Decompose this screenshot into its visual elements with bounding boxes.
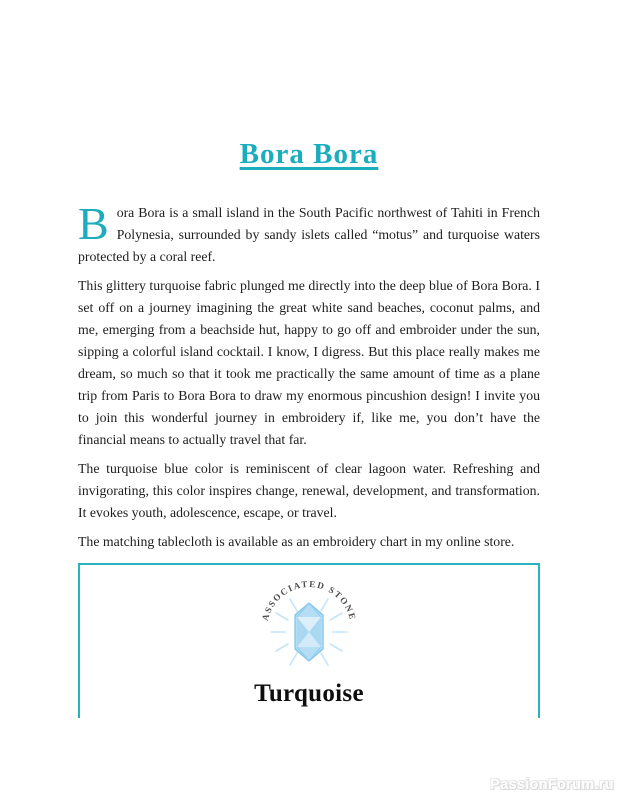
associated-stone-emblem [239, 581, 379, 681]
drop-cap: B [78, 198, 109, 250]
page-content [78, 0, 540, 718]
article-body [78, 198, 540, 553]
page-title [78, 139, 540, 169]
watermark: PassionForum.ru [490, 777, 614, 793]
paragraph-color-meaning: The turquoise blue color is reminiscent of clear lagoon water. Refreshing and invigorating, this color inspires change, renewal, development, and transformation. It evokes youth, adolescence, escape, or travel. [78, 461, 540, 521]
associated-stone-box [78, 563, 540, 718]
stone-name-label: Turquoise [254, 680, 364, 708]
arc-label: ASSOCIATED STONE [259, 581, 359, 623]
paragraph-journey: This glittery turquoise fabric plunged me directly into the deep blue of Bora Bora. I set off on a journey imagining the great white sand beaches, coconut palms, and me, emerging from a beachside hut, happy to go off and embroider under the sun, sipping a colorful island cocktail. I know, I digress. But this place really makes me dream, so much so that it took me practically the same amount of time as a plane trip from Paris to Bora Bora to draw my enormous pincushion design! I invite you to join this wonderful journey in embroidery if, like me, you don’t have the financial means to actually travel that far. [78, 278, 540, 448]
paragraph-intro-text: ora Bora is a small island in the South Pacific northwest of Tahiti in French Polynesia, surrounded by sandy islets called “motus” and turquoise waters protected by a coral reef. [78, 205, 540, 265]
paragraph-intro [78, 198, 540, 268]
page-title-text: Bora Bora [239, 138, 379, 170]
crystal-icon [295, 603, 323, 661]
paragraph-store-note: The matching tablecloth is available as an embroidery chart in my online store. [78, 534, 515, 550]
